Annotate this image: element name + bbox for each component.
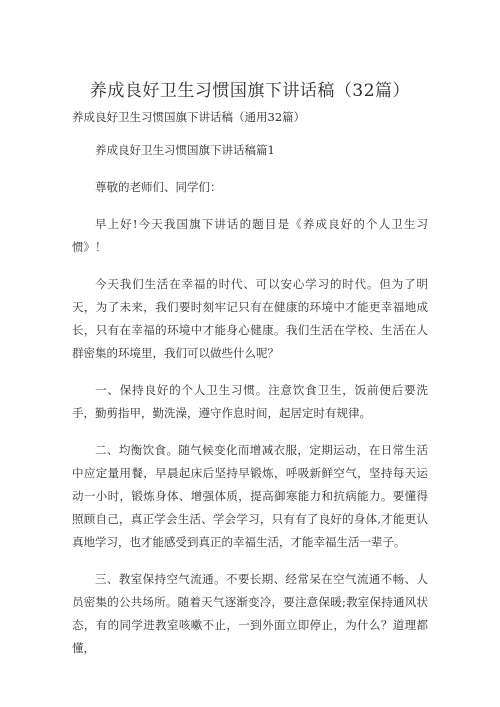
body-paragraph: 三、教室保持空气流通。不要长期、经常呆在空气流通不畅、人员密集的公共场所。随着天气逐渐变冷，要注意保暖;教室保持通风状态，有的同学进教室咳嗽不止，一到外面立即停止，为什么？道理都懂， <box>72 572 428 655</box>
greeting-paragraph: 尊敬的老师们、同学们： <box>95 180 222 194</box>
document-title: 养成良好卫生习惯国旗下讲话稿（32篇） <box>89 81 411 101</box>
body-paragraph: 一、保持良好的个人卫生习惯。注意饮食卫生，饭前便后要洗手，勤剪指甲，勤洗澡，遵守作息时间，起居定时有规律。 <box>72 383 428 420</box>
document-subtitle: 养成良好卫生习惯国旗下讲话稿（通用32篇） <box>72 110 306 124</box>
section-heading: 养成良好卫生习惯国旗下讲话稿篇1 <box>95 143 275 157</box>
body-paragraph: 二、均衡饮食。随气候变化而增减衣服，定期运动，在日常生活中应定量用餐，早晨起床后坚持早锻炼，呼吸新鲜空气，坚持每天运动一小时，锻炼身体、增强体质，提高御寒能力和抗病能力。要懂得照顾自己，真正学会生活、学会学习，只有有了良好的身体,才能更认真地学习，也才能感受到真正的幸福生活，才能幸福生活一辈子。 <box>72 443 428 549</box>
body-paragraph: 今天我们生活在幸福的时代、可以安心学习的时代。但为了明天，为了未来，我们要时刻牢记只有在健康的环境中才能更幸福地成长，只有在幸福的环境中才能身心健康。我们生活在学校、生活在人群密集的环境里，我们可以做些什么呢？ <box>72 277 428 360</box>
opening-paragraph: 早上好!今天我国旗下讲话的题目是《养成良好的个人卫生习惯》！ <box>72 217 428 254</box>
